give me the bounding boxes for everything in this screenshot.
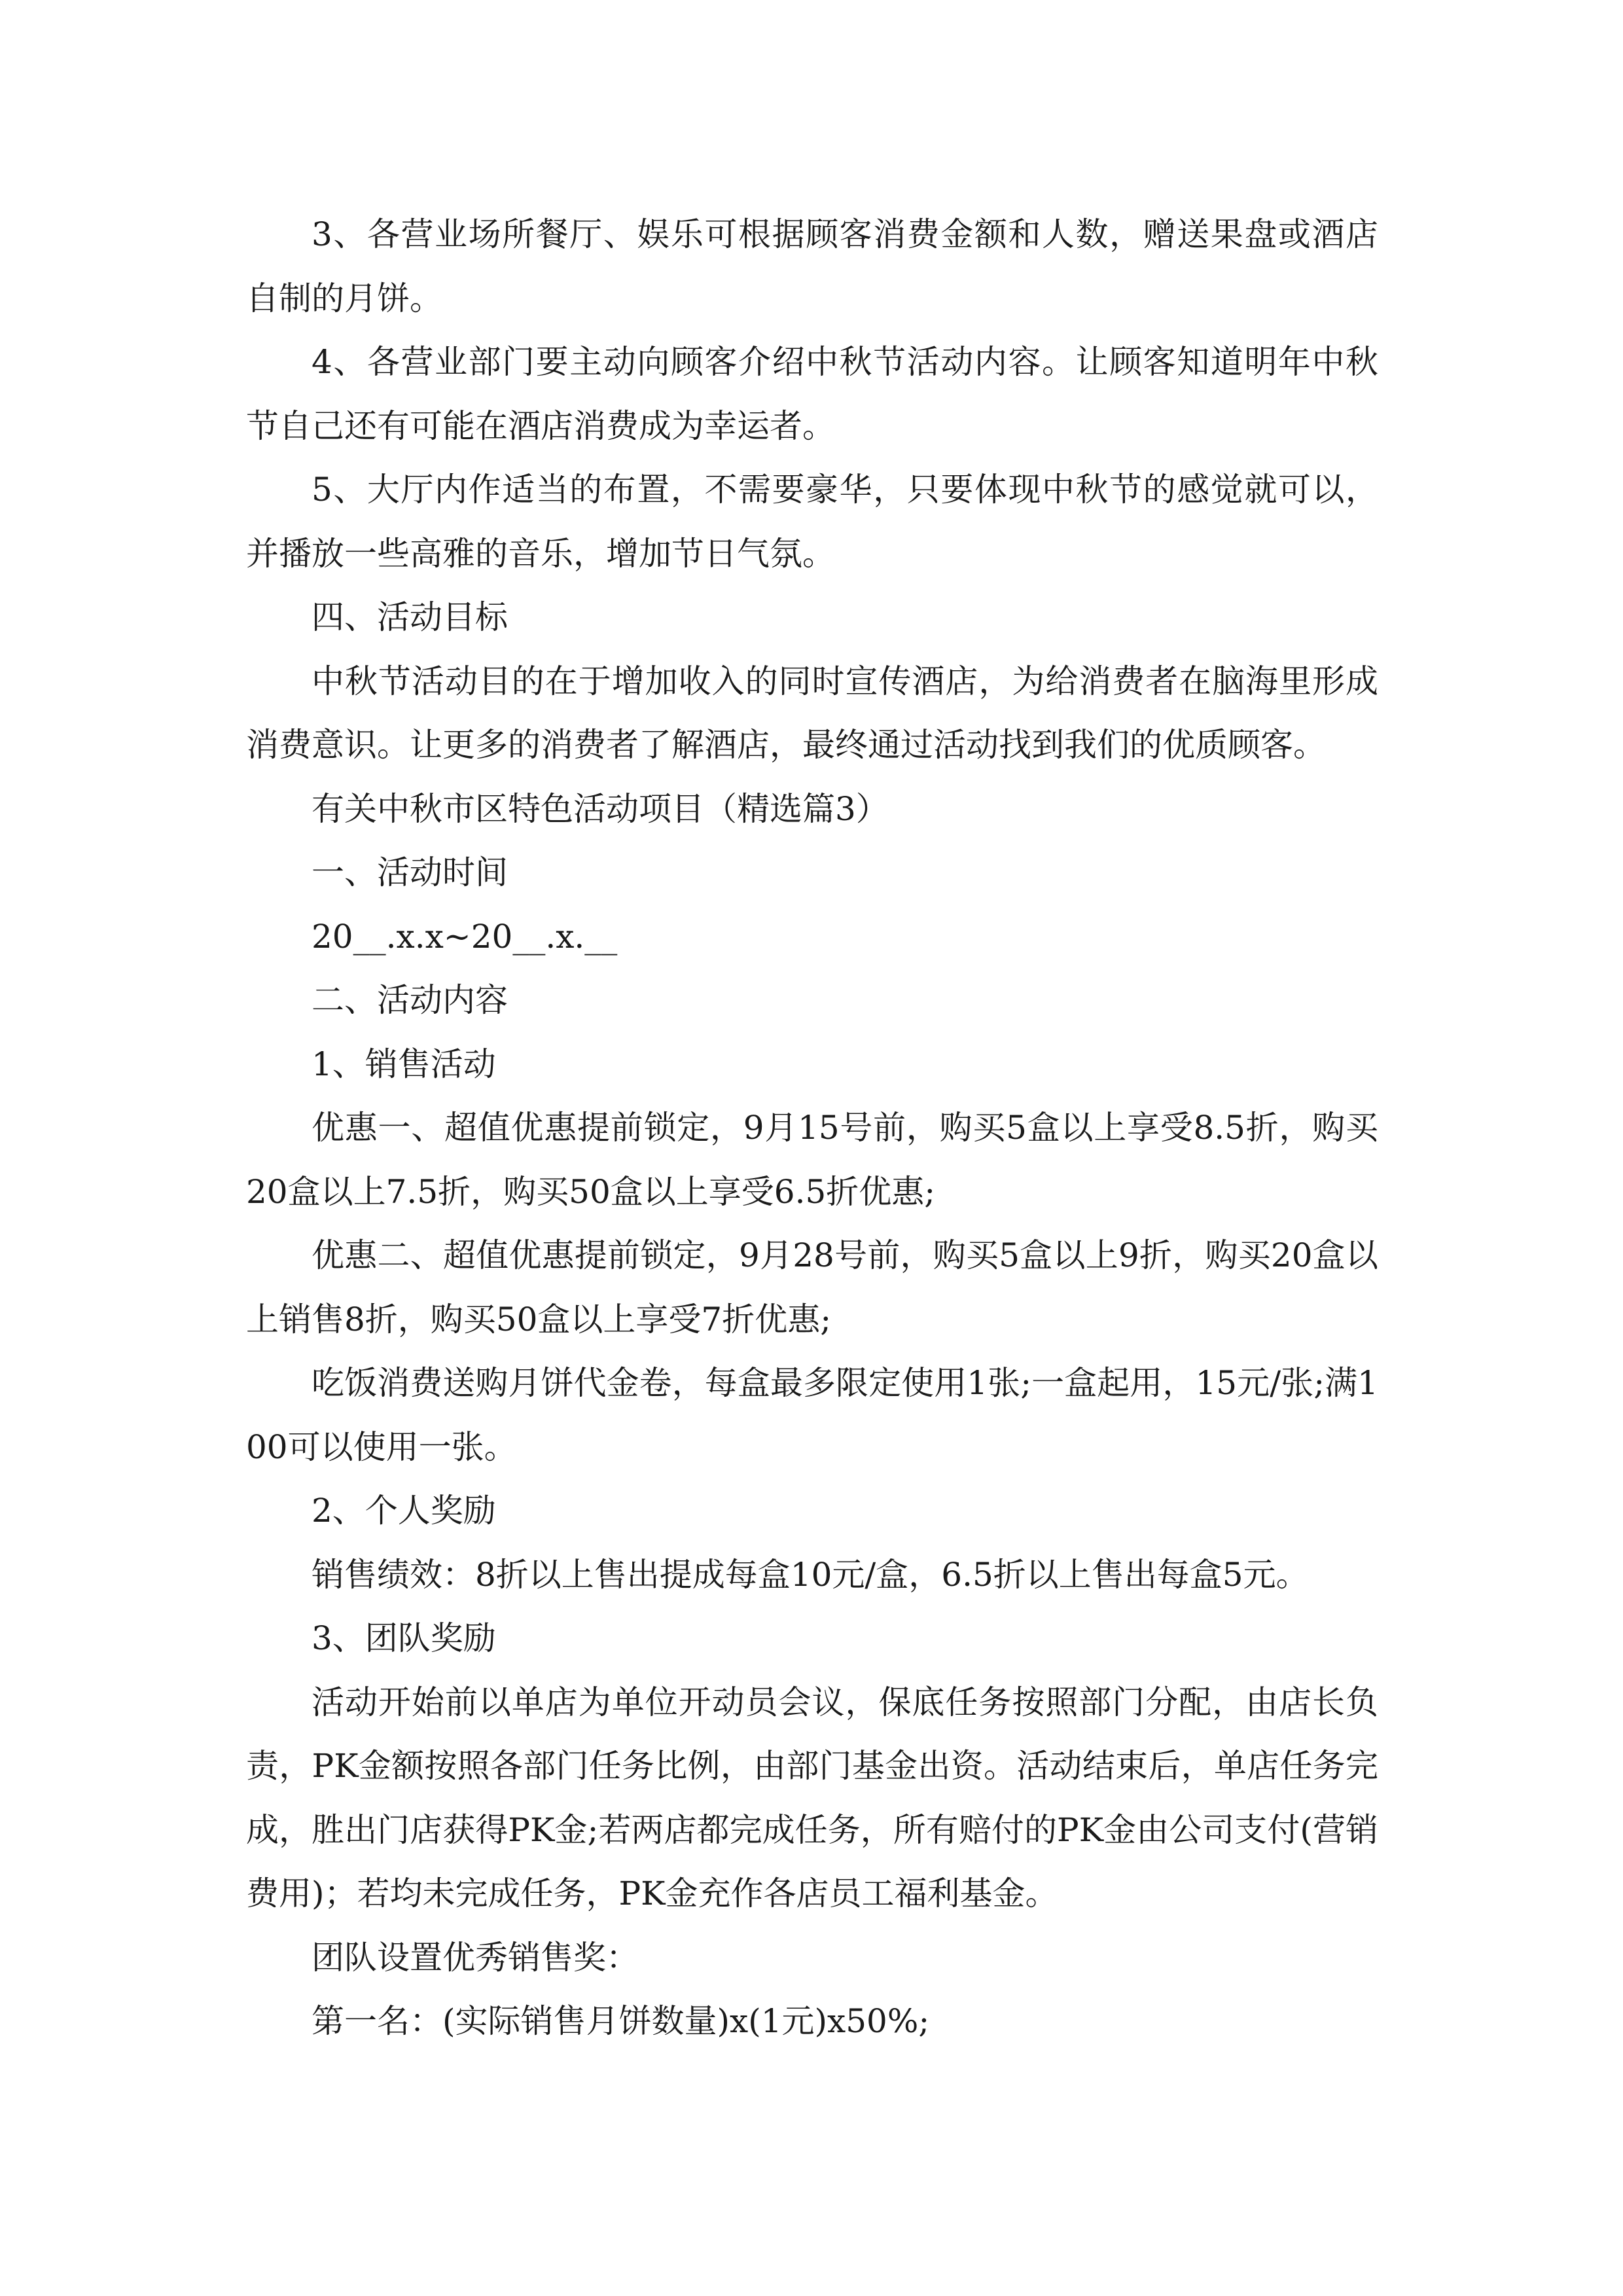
paragraph-goal: 中秋节活动目的在于增加收入的同时宣传酒店，为给消费者在脑海里形成消费意识。让更多的消费者了解酒店，最终通过活动找到我们的优质顾客。 [246, 662, 1378, 764]
paragraph-performance: 销售绩效：8折以上售出提成每盒10元/盒，6.5折以上售出每盒5元。 [312, 1555, 1309, 1594]
paragraph-voucher: 吃饭消费送购月饼代金卷，每盒最多限定使用1张;一盒起用，15元/张;满100可以使用一张。 [246, 1364, 1378, 1466]
section-heading-content: 二、活动内容 [312, 981, 508, 1019]
paragraph-team-rules: 活动开始前以单店为单位开动员会议，保底任务按照部门分配，由店长负责，PK金额按照各部门任务比例，由部门基金出资。活动结束后，单店任务完成，胜出门店获得PK金;若两店都完成任务，所有赔付的PK金由公司支付(营销费用)；若均未完成任务，PK金充作各店员工福利基金。 [246, 1683, 1378, 1912]
subheading-personal-reward: 2、个人奖励 [312, 1492, 496, 1530]
paragraph-team-award: 团队设置优秀销售奖： [312, 1938, 639, 1977]
article-title: 有关中秋市区特色活动项目（精选篇3） [312, 789, 889, 828]
paragraph-offer-2: 优惠二、超值优惠提前锁定，9月28号前，购买5盒以上9折，购买20盒以上销售8折，购买50盒以上享受7折优惠; [246, 1236, 1378, 1338]
paragraph-offer-1: 优惠一、超值优惠提前锁定，9月15号前，购买5盒以上享受8.5折，购买20盒以上7.5折，购买50盒以上享受6.5折优惠; [246, 1109, 1378, 1211]
paragraph-item-5: 5、大厅内作适当的布置，不需要豪华，只要体现中秋节的感觉就可以，并播放一些高雅的音乐，增加节日气氛。 [246, 471, 1378, 573]
subheading-team-reward: 3、团队奖励 [312, 1619, 496, 1657]
paragraph-item-3: 3、各营业场所餐厅、娱乐可根据顾客消费金额和人数，赠送果盘或酒店自制的月饼。 [246, 215, 1378, 317]
document-body [246, 203, 1378, 2054]
paragraph-item-4: 4、各营业部门要主动向顾客介绍中秋节活动内容。让顾客知道明年中秋节自己还有可能在酒店消费成为幸运者。 [246, 343, 1378, 445]
section-heading-goal: 四、活动目标 [312, 598, 508, 636]
paragraph-first-place: 第一名：(实际销售月饼数量)x(1元)x50%; [312, 2002, 930, 2040]
paragraph-time: 20__.x.x~20__.x.__ [312, 917, 618, 956]
subheading-sales: 1、销售活动 [312, 1045, 496, 1083]
section-heading-time: 一、活动时间 [312, 853, 508, 891]
